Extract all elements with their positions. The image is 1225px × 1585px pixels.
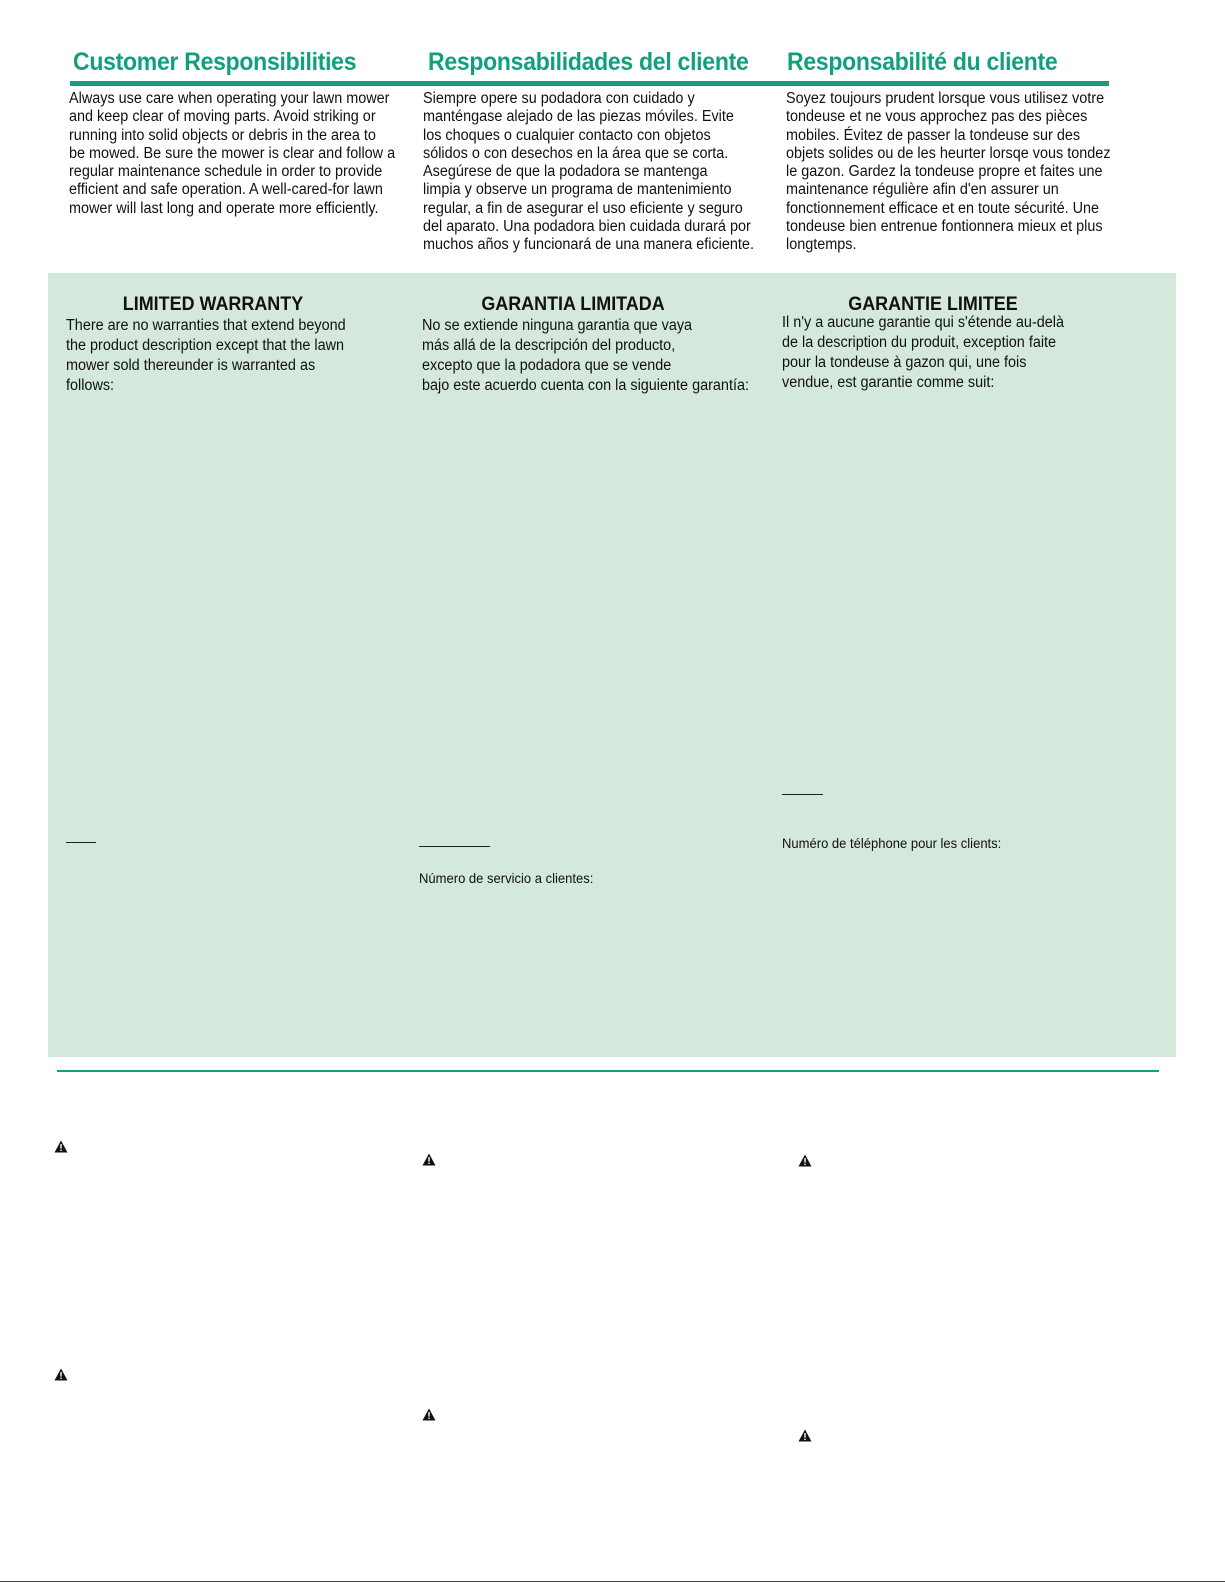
text-line: regular, a fin de asegurar el uso eficiente y seguro	[423, 199, 743, 217]
customer-phone-label-fr: Numéro de téléphone pour les clients:	[782, 835, 1002, 851]
responsibilities-text-en	[69, 90, 395, 218]
warranty-title-en: LIMITED WARRANTY	[122, 293, 304, 315]
text-line: maintenance régulière afin d'en assurer un	[786, 181, 1059, 199]
warranty-text-es	[422, 316, 749, 396]
warning-triangle-icon	[798, 1154, 812, 1167]
text-line: los choques o cualquier contacto con objetos	[423, 126, 711, 144]
warranty-text-fr	[782, 313, 1064, 393]
text-line: objets solides ou de les heurter lorsqe vous tondez	[786, 144, 1111, 162]
text-line: manténgase alejado de las piezas móviles. Evite	[423, 108, 734, 126]
responsibilities-title-en: Customer Responsibilities	[73, 48, 357, 76]
text-line: Always use care when operating your lawn mower	[69, 90, 390, 107]
text-line: tondeuse bien entrenue fontionnera mieux et plus	[786, 218, 1103, 236]
text-line: longtemps.	[786, 236, 857, 254]
text-line: mobiles. Évitez de passer la tondeuse sur des	[786, 126, 1081, 144]
warning-triangle-icon	[54, 1368, 68, 1381]
text-line: vendue, est garantie comme suit:	[782, 374, 995, 391]
text-line: Il n'y a aucune garantie qui s'étende au-delà	[782, 314, 1064, 331]
responsibilities-text-fr	[786, 90, 1111, 255]
warning-triangle-icon	[798, 1429, 812, 1442]
text-line: limpia y observe un programa de mantenimiento	[423, 181, 732, 199]
text-line: There are no warranties that extend beyond	[66, 317, 346, 334]
warranty-text-en	[66, 316, 346, 396]
text-line: mower sold thereunder is warranted as	[66, 357, 316, 374]
text-line: tondeuse et ne vous approchez pas des pièces	[786, 108, 1088, 126]
page-footer-rule	[0, 1581, 1225, 1582]
bottom-section-rule	[57, 1070, 1159, 1072]
text-line: Siempre opere su podadora con cuidado y	[423, 90, 695, 107]
text-line: pour la tondeuse à gazon qui, une fois	[782, 354, 1027, 371]
text-line: be mowed. Be sure the mower is clear and follow a	[69, 144, 396, 162]
text-line: mower will last long and operate more efficiently.	[69, 199, 379, 217]
text-line: de la description du produit, exception faite	[782, 334, 1057, 351]
responsibilities-title-es: Responsabilidades del cliente	[428, 48, 749, 76]
text-line: efficient and safe operation. A well-cared-for lawn	[69, 181, 383, 199]
text-line: the product description except that the lawn	[66, 337, 345, 354]
text-line: Asegúrese de que la podadora se mantenga	[423, 163, 708, 181]
text-line: muchos años y funcionará de una manera eficiente.	[423, 236, 754, 254]
text-line: follows:	[66, 377, 115, 394]
text-line: fonctionnement efficace et en toute sécurité. Une	[786, 199, 1100, 217]
warranty-title-es: GARANTIA LIMITADA	[481, 293, 665, 315]
responsibilities-title-fr: Responsabilité du cliente	[787, 48, 1058, 76]
text-line: regular maintenance schedule in order to provide	[69, 163, 383, 181]
customer-phone-label-es: Número de servicio a clientes:	[419, 870, 594, 886]
text-line: del aparato. Una podadora bien cuidada durará por	[423, 218, 751, 236]
separator-rule-fr	[782, 794, 823, 795]
warranty-panel	[48, 273, 1176, 1057]
warning-triangle-icon	[422, 1153, 436, 1166]
text-line: and keep clear of moving parts. Avoid striking or	[69, 108, 376, 126]
text-line: running into solid objects or debris in the area to	[69, 126, 376, 144]
warning-triangle-icon	[422, 1408, 436, 1421]
separator-rule-en	[66, 842, 96, 843]
responsibilities-text-es	[423, 90, 754, 255]
text-line: le gazon. Gardez la tondeuse propre et faites une	[786, 163, 1103, 181]
text-line: No se extiende ninguna garantia que vaya	[422, 317, 693, 334]
text-line: excepto que la podadora que se vende	[422, 357, 672, 374]
warning-triangle-icon	[54, 1140, 68, 1153]
separator-rule-es	[419, 846, 490, 847]
text-line: sólidos o con desechos en la área que se corta.	[423, 144, 729, 162]
responsibilities-rule	[70, 81, 1109, 86]
warranty-title-fr: GARANTIE LIMITEE	[848, 293, 1018, 315]
text-line: Soyez toujours prudent lorsque vous utilisez votre	[786, 90, 1105, 107]
text-line: más allá de la descripción del producto,	[422, 337, 676, 354]
text-line: bajo este acuerdo cuenta con la siguiente garantía:	[422, 377, 749, 394]
